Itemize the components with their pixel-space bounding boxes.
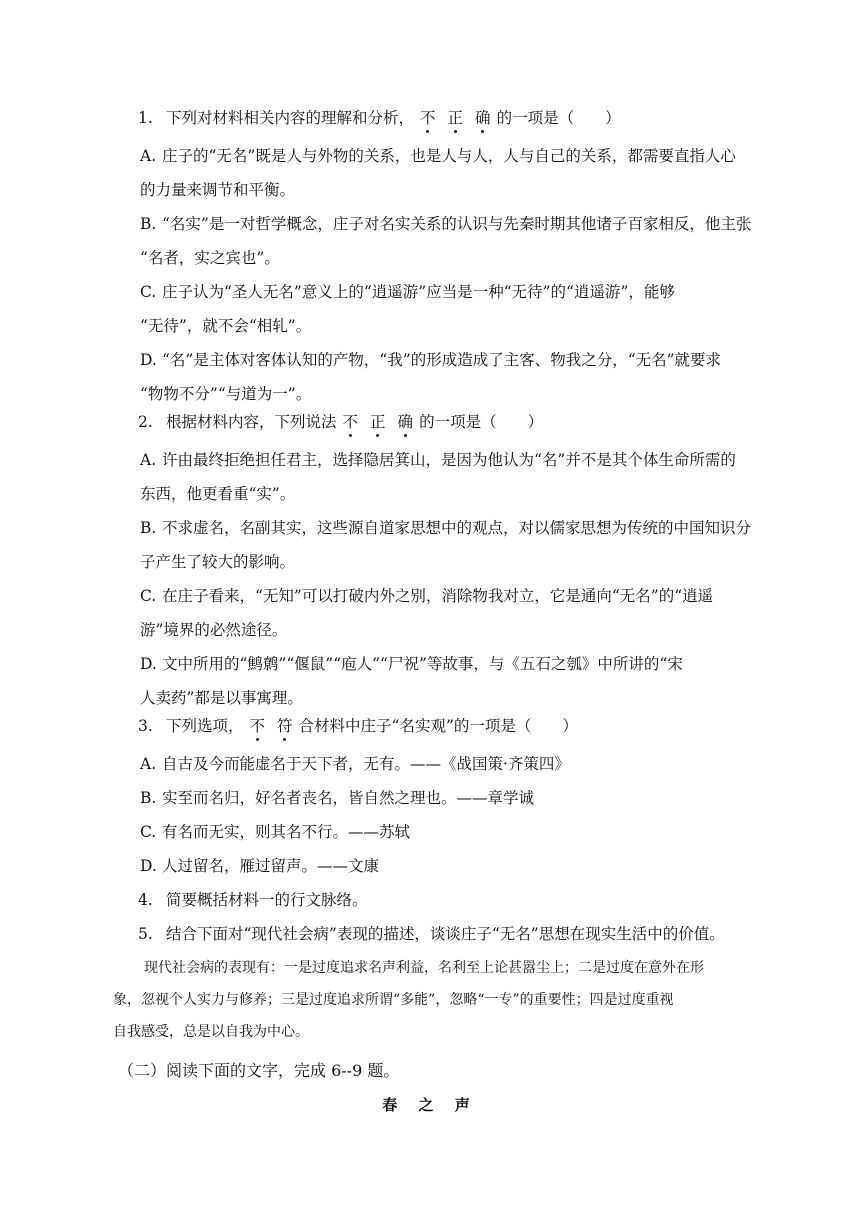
question-2-option-b: B. 不求虚名，名副其实，这些源自道家思想中的观点，对以儒家思想为传统的中国知识分 — [140, 519, 752, 537]
question-2-option-d-continued: 人卖药”都是以事寓理。 — [140, 689, 303, 707]
section-heading: （二）阅读下面的文字，完成 6--9 题。 — [118, 1061, 400, 1080]
note-line-2: 象，忽视个人实力与修养；三是过度追求所谓“多能”，忽略“一专”的重要性；四是过度重视 — [113, 992, 674, 1008]
question-2-option-d: D. 文中所用的“鹪鹩”“偃鼠”“庖人”“尸祝”等故事，与《五石之瓠》中所讲的“宋 — [140, 655, 683, 673]
question-2-option-a: A. 许由最终拒绝担任君主，选择隐居箕山，是因为他认为“名”并不是其个体生命所需的 — [140, 451, 736, 469]
question-1-option-d: D. “名”是主体对客体认知的产物，“我”的形成造成了主客、物我之分，“无名”就要求 — [140, 351, 722, 369]
question-2-stem: 2. 根据材料内容，下列说法 不 正 确 的一项是（ ） — [138, 413, 544, 431]
question-number: 3. — [138, 717, 153, 735]
question-5-stem: 5. 结合下面对“现代社会病”表现的描述，谈谈庄子“无名”思想在现实生活中的价值。 — [138, 925, 725, 943]
question-3-stem: 3. 下列选项， 不 符 合材料中庄子“名实观”的一项是（ ） — [138, 717, 578, 735]
question-number: 1. — [138, 109, 153, 127]
question-1-option-b-continued: “名者，实之宾也”。 — [140, 249, 280, 267]
note-line-3: 自我感受，总是以自我为中心。 — [113, 1024, 309, 1040]
question-3-option-c: C. 有名而无实，则其名不行。——苏轼 — [140, 823, 411, 841]
question-1-option-d-continued: “物物不分”“与道为一”。 — [140, 385, 312, 403]
passage-title: 春 之 声 — [382, 1096, 478, 1114]
question-1-option-c: C. 庄子认为“圣人无名”意义上的“逍遥游”应当是一种“无待”的“逍遥游”，能够 — [140, 283, 675, 301]
question-4-stem: 4. 简要概括材料一的行文脉络。 — [138, 891, 368, 909]
question-number: 4. — [138, 891, 153, 909]
note-line-1: 现代社会病的表现有：一是过度追求名声利益，名利至上论甚嚣尘上；二是过度在意外在形 — [144, 960, 704, 976]
question-3-option-b: B. 实至而名归，好名者丧名，皆自然之理也。——章学诚 — [140, 789, 535, 807]
question-3-option-d: D. 人过留名，雁过留声。——文康 — [140, 857, 380, 875]
question-1-option-b: B. “名实”是一对哲学概念，庄子对名实关系的认识与先秦时期其他诸子百家相反，他主张 — [140, 215, 752, 233]
question-1-stem: 1. 下列对材料相关内容的理解和分析， 不 正 确 的一项是（ ） — [138, 109, 621, 127]
question-1-option-c-continued: “无待”，就不会“相轧”。 — [140, 317, 312, 335]
question-1-option-a-continued: 的力量来调节和平衡。 — [140, 181, 296, 199]
question-number: 2. — [138, 413, 153, 431]
question-2-option-a-continued: 东西，他更看重“实”。 — [140, 485, 296, 503]
question-2-option-c-continued: 游”境界的必然途径。 — [140, 621, 288, 639]
question-1-option-a: A. 庄子的“无名”既是人与外物的关系，也是人与人，人与自己的关系，都需要直指人心 — [140, 147, 736, 165]
question-2-option-b-continued: 子产生了较大的影响。 — [140, 553, 296, 571]
question-number: 5. — [138, 925, 153, 943]
question-3-option-a: A. 自古及今而能虚名于天下者，无有。——《战国策·齐策四》 — [140, 755, 570, 773]
question-2-option-c: C. 在庄子看来，“无知”可以打破内外之别，消除物我对立，它是通向“无名”的“逍遥 — [140, 587, 714, 605]
